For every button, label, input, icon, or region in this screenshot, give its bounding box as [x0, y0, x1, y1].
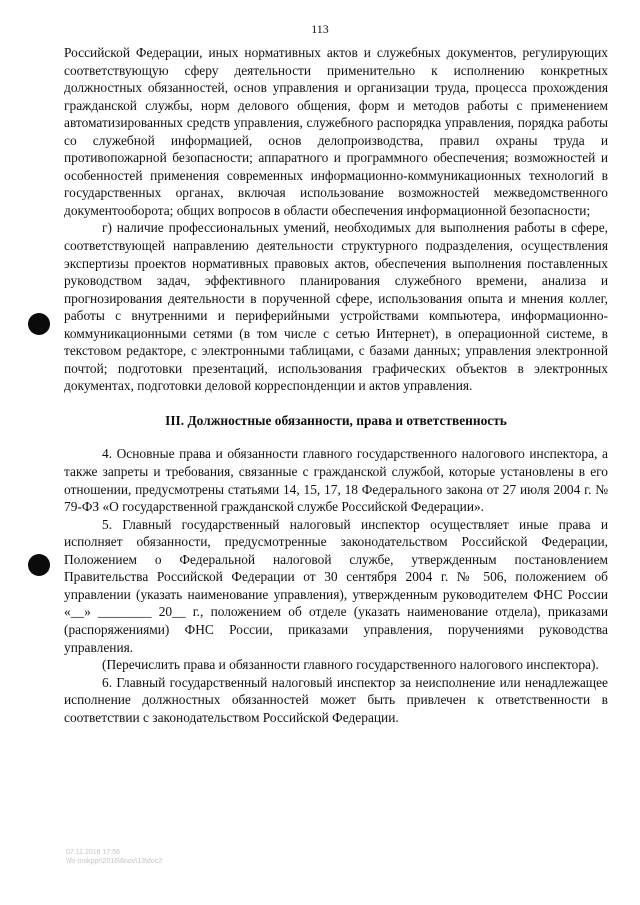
paragraph-6: 6. Главный государственный налоговый инспектор за неисполнение или ненадлежащее исполнение должностных обязанностей может быть привлечен к ответственности в соответствии с законодательством Российской Федерации.	[64, 674, 608, 725]
footer-stamp-line: 07.11.2016 17:56	[66, 849, 120, 856]
paragraph-item-g: г) наличие профессиональных умений, необходимых для выполнения работы в сфере, соответствующей направлению деятельности структурного подразделения, осуществления экспертизы проектов нормативных правовых актов, обеспечения выполнения поставленных руководством задач, эффективного планирования служебного времени, анализа и прогнозирования деятельности в порученной сфере, использования опыта и мнения коллег, работы с внутренними и периферийными устройствами компьютера, информационно-коммуникационными сетями (в том числе с сетью Интернет), в операционной системе, в текстовом редакторе, с электронными таблицами, с базами данных; управления электронной почтой; подготовки презентаций, использования графических объектов в электронных документах, подготовки деловой корреспонденции и актов управления.	[64, 220, 608, 394]
punch-hole	[28, 313, 50, 335]
paragraph-4: 4. Основные права и обязанности главного государственного налогового инспектора, а также запреты и требования, связанные с гражданской службой, которые установлены в его отношении, предусмотрены статьями 14, 15, 17, 18 Федерального закона от 27 июля 2004 г. № 79-ФЗ «О государственной гражданской службе Российской Федерации».	[64, 446, 608, 515]
document-body	[64, 44, 608, 726]
paragraph-5: 5. Главный государственный налоговый инспектор осуществляет иные права и исполняет обязанности, предусмотренные законодательством Российской Федерации, Положением о Федеральной налоговой службе, утвержденным постановлением Правительства Российской Федерации от 30 сентября 2004 г. № 506, положением об управлении (указать наименование управления), утвержденным руководителем ФНС России «__» ________ 20__ г., положением об отделе (указать наименование отдела), приказами (распоряжениями) ФНС России, приказами управления, поручениями руководства управления.	[64, 516, 608, 655]
page-number: 113	[311, 22, 329, 36]
punch-hole	[28, 554, 50, 576]
section-heading: III. Должностные обязанности, права и ответственность	[165, 412, 507, 428]
footer-stamp	[66, 848, 162, 866]
paragraph-continuation: Российской Федерации, иных нормативных актов и служебных документов, регулирующих соответствующую сферу деятельности применительно к исполнению конкретных должностных обязанностей, основ управления и организации труда, процесса прохождения гражданской службы, норм делового общения, форм и методов работы с применением автоматизированных средств управления, служебного распорядка управления, порядка работы со служебной информацией, основ делопроизводства, правил охраны труда и противопожарной безопасности; аппаратного и программного обеспечения; возможностей и особенностей применения современных информационно-коммуникационных технологий в государственных органах, включая использование возможностей межведомственного документооборота; общих вопросов в области обеспечения информационной безопасности;	[64, 45, 608, 218]
footer-stamp-line: \\fs-mskppr\2016\6nov\13\doc2	[66, 858, 163, 865]
paragraph-note: (Перечислить права и обязанности главного государственного налогового инспектора).	[102, 657, 599, 673]
